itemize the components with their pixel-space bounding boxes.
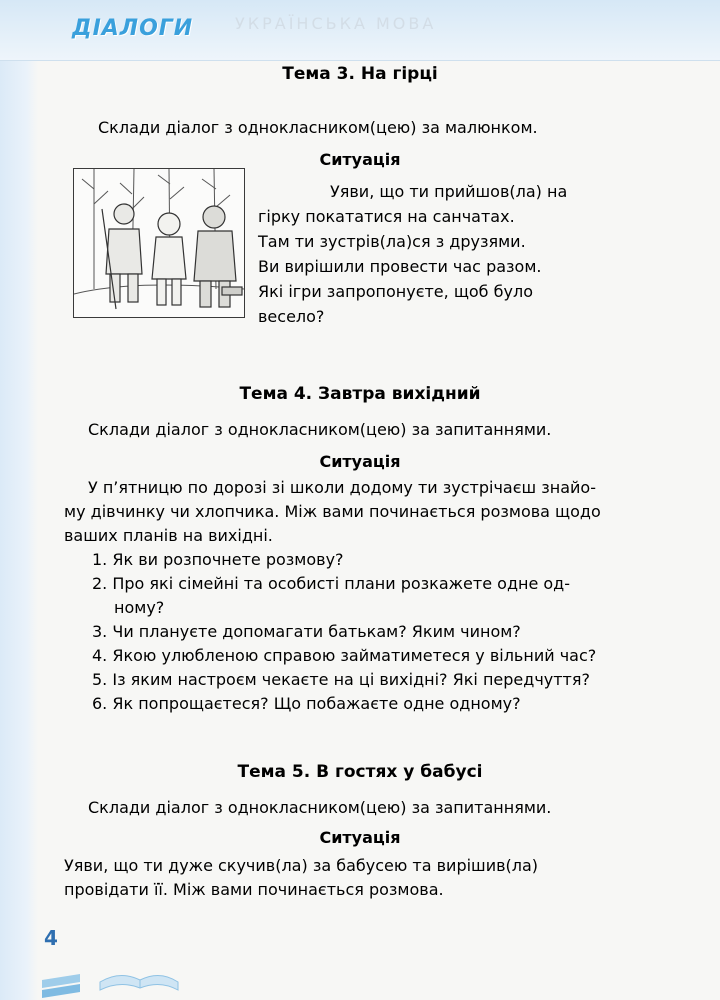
topic4-task: Склади діалог з однокласником(цею) за запитаннями.	[88, 420, 552, 439]
topic3-line-3: Там ти зустрів(ла)ся з друзями.	[258, 232, 526, 251]
topic4-question-1: 1. Як ви розпочнете розмову?	[92, 550, 344, 569]
children-on-sledding-hill-illustration	[74, 169, 244, 317]
topic3-line-1: Уяви, що ти прийшов(ла) на	[330, 182, 568, 201]
page-number: 4	[44, 926, 58, 950]
topic3-line-2: гірку покататися на санчатах.	[258, 207, 515, 226]
topic4-question-4: 4. Якою улюбленою справою займатиметеся у вільний час?	[92, 646, 597, 665]
left-margin-strip	[0, 0, 38, 1000]
page-header	[0, 0, 720, 61]
topic3-line-4: Ви вирішили провести час разом.	[258, 257, 542, 276]
topic3-task: Склади діалог з однокласником(цею) за малюнком.	[98, 118, 538, 137]
sledding-illustration	[73, 168, 245, 318]
topic3-title: Тема 3. На гірці	[282, 64, 438, 84]
topic4-situation-label: Ситуація	[319, 452, 401, 471]
topic4-question-3: 3. Чи плануєте допомагати батькам? Яким чином?	[92, 622, 521, 641]
section-label: ДІАЛОГИ	[72, 16, 194, 41]
header-ghost-text: УКРАЇНСЬКА МОВА	[235, 14, 437, 33]
topic5-line-2: провідати її. Між вами починається розмова.	[64, 880, 444, 899]
topic4-line-3: ваших планів на вихідні.	[64, 526, 273, 545]
topic5-task: Склади діалог з однокласником(цею) за запитаннями.	[88, 798, 552, 817]
topic4-question-2-cont: ному?	[114, 598, 165, 617]
topic3-situation-label: Ситуація	[319, 150, 401, 169]
topic4-question-2: 2. Про які сімейні та особисті плани розкажете одне од-	[92, 574, 571, 593]
topic5-title: Тема 5. В гостях у бабусі	[237, 762, 483, 782]
topic4-question-6: 6. Як попрощаєтеся? Що побажаєте одне одному?	[92, 694, 521, 713]
topic3-line-6: весело?	[258, 307, 325, 326]
book-stack-icon	[40, 950, 180, 998]
topic4-line-2: му дівчинку чи хлопчика. Між вами починається розмова щодо	[64, 502, 601, 521]
topic5-line-1: Уяви, що ти дуже скучив(ла) за бабусею та вирішив(ла)	[64, 856, 539, 875]
topic5-situation-label: Ситуація	[319, 828, 401, 847]
topic4-title: Тема 4. Завтра вихідний	[239, 384, 481, 404]
topic4-line-1: У п’ятницю по дорозі зі школи додому ти зустрічаєш знайо-	[88, 478, 596, 497]
topic4-question-5: 5. Із яким настроєм чекаєте на ці вихідні? Які передчуття?	[92, 670, 590, 689]
topic3-line-5: Які ігри запропонуєте, щоб було	[258, 282, 533, 301]
